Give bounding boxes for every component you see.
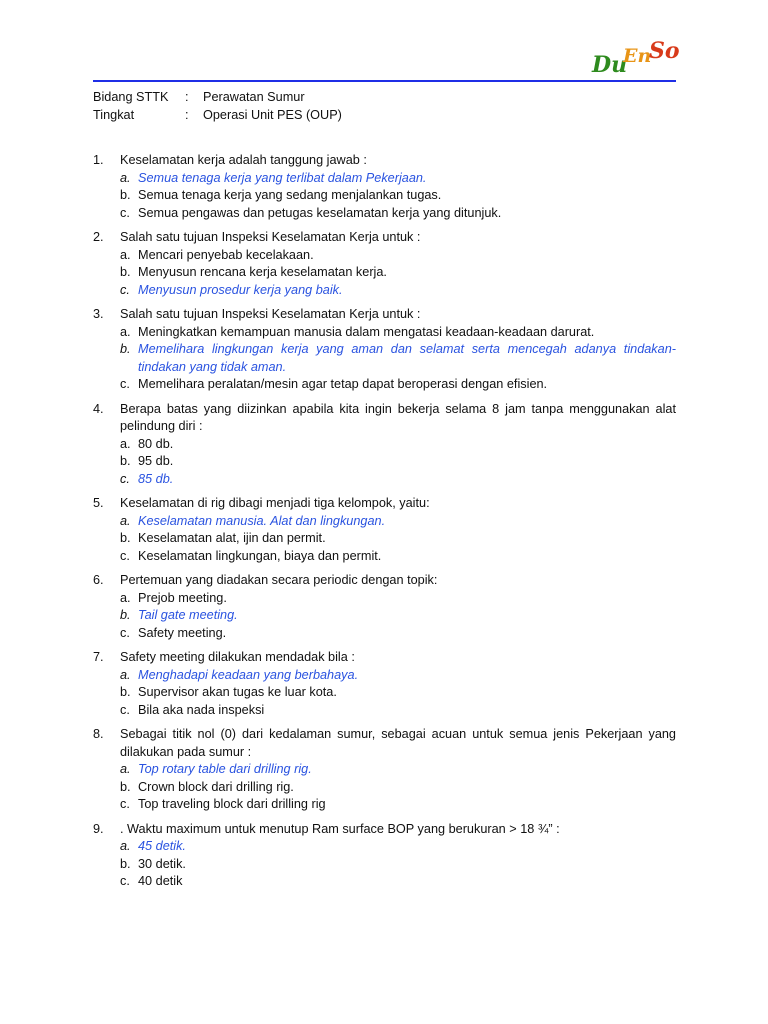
option-text: Semua tenaga kerja yang sedang menjalankan tugas. xyxy=(138,188,442,203)
answer-choice xyxy=(120,873,676,891)
answer-choice xyxy=(120,779,676,797)
option-letter: a. xyxy=(120,170,131,185)
option-letter: b. xyxy=(120,342,131,357)
option-letter: c. xyxy=(120,548,130,563)
option-letter: c. xyxy=(120,874,130,889)
option-letter: c. xyxy=(120,471,130,486)
question-item xyxy=(93,495,676,565)
answer-choice xyxy=(120,684,676,702)
question-number: 1. xyxy=(93,153,104,167)
option-letter: b. xyxy=(120,608,131,623)
option-text: Crown block dari drilling rig. xyxy=(138,779,294,794)
question-item xyxy=(93,726,676,814)
header-label: Tingkat xyxy=(93,108,135,122)
option-letter: b. xyxy=(120,454,131,469)
question-body xyxy=(120,495,676,565)
question-number: 7. xyxy=(93,650,104,664)
option-letter: b. xyxy=(120,685,131,700)
question-number: 3. xyxy=(93,306,104,321)
answer-choice xyxy=(120,436,676,454)
option-letter: a. xyxy=(120,762,131,777)
answer-choice xyxy=(120,205,676,223)
logo-part-du: Du xyxy=(592,52,628,78)
question-body xyxy=(120,572,676,642)
option-text: Mencari penyebab kecelakaan. xyxy=(138,247,314,262)
option-text: Menyusun prosedur kerja yang baik. xyxy=(138,282,343,297)
option-letter: a. xyxy=(120,324,131,339)
answer-option xyxy=(120,170,676,188)
option-text: 40 detik xyxy=(138,874,183,889)
answer-option xyxy=(120,513,676,531)
option-letter: b. xyxy=(120,779,131,794)
question-number: 5. xyxy=(93,496,104,511)
answer-choice xyxy=(120,625,676,643)
question-number: 8. xyxy=(93,726,104,741)
header-value: Perawatan Sumur xyxy=(203,90,305,104)
answer-choice xyxy=(120,264,676,282)
answer-choice xyxy=(120,324,676,342)
option-text: Safety meeting. xyxy=(138,625,227,640)
answer-option xyxy=(120,471,676,489)
question-number: 6. xyxy=(93,573,104,588)
option-letter: b. xyxy=(120,856,131,871)
option-text: Semua tenaga kerja yang terlibat dalam Pekerjaan. xyxy=(138,170,427,185)
option-text: Prejob meeting. xyxy=(138,590,227,605)
answer-choice xyxy=(120,187,676,205)
option-letter: b. xyxy=(120,188,131,203)
option-text: Supervisor akan tugas ke luar kota. xyxy=(138,685,337,700)
question-body xyxy=(120,306,676,394)
answer-choice xyxy=(120,796,676,814)
option-text: Keselamatan alat, ijin dan permit. xyxy=(138,531,326,546)
question-item xyxy=(93,572,676,642)
duenso-logo xyxy=(592,38,680,80)
question-item xyxy=(93,821,676,891)
option-letter: a. xyxy=(120,667,131,682)
question-text: Keselamatan kerja adalah tanggung jawab : xyxy=(120,153,367,167)
question-item xyxy=(93,152,676,222)
option-text: Keselamatan lingkungan, biaya dan permit. xyxy=(138,548,382,563)
question-body xyxy=(120,821,676,891)
option-text: 30 detik. xyxy=(138,856,186,871)
question-body xyxy=(120,726,676,814)
header-label: Bidang STTK xyxy=(93,90,169,104)
question-item xyxy=(93,401,676,489)
option-text: Memelihara peralatan/mesin agar tetap dapat beroperasi dengan efisien. xyxy=(138,377,548,392)
answer-choice xyxy=(120,376,676,394)
logo-part-so: So xyxy=(649,38,680,64)
option-text: Menghadapi keadaan yang berbahaya. xyxy=(138,667,359,682)
option-letter: a. xyxy=(120,247,131,262)
option-text: 80 db. xyxy=(138,436,174,451)
answer-choice xyxy=(120,530,676,548)
question-text: Berapa batas yang diizinkan apabila kita ingin bekerja selama 8 jam tanpa menggunakan alat pelindung diri : xyxy=(120,401,676,434)
option-text: Tail gate meeting. xyxy=(138,608,238,623)
option-text: Semua pengawas dan petugas keselamatan kerja yang ditunjuk. xyxy=(138,205,502,220)
option-text: 85 db. xyxy=(138,471,174,486)
header-row-tingkat xyxy=(93,106,342,124)
question-number: 9. xyxy=(93,821,104,836)
question-text: Salah satu tujuan Inspeksi Keselamatan Kerja untuk : xyxy=(120,229,421,244)
answer-option xyxy=(120,282,676,300)
option-letter: c. xyxy=(120,282,130,297)
option-letter: b. xyxy=(120,531,131,546)
question-text: Sebagai titik nol (0) dari kedalaman sumur, sebagai acuan untuk semua jenis Pekerjaan yang dilakukan pada sumur : xyxy=(120,726,676,759)
option-text: 95 db. xyxy=(138,454,174,469)
header-colon: : xyxy=(185,90,189,104)
option-letter: a. xyxy=(120,436,131,451)
answer-choice xyxy=(120,856,676,874)
answer-choice xyxy=(120,548,676,566)
question-list xyxy=(93,152,676,898)
option-text: Keselamatan manusia. Alat dan lingkungan. xyxy=(138,513,386,528)
answer-option xyxy=(120,667,676,685)
option-text: Meningkatkan kemampuan manusia dalam mengatasi keadaan-keadaan darurat. xyxy=(138,324,595,339)
answer-choice xyxy=(120,702,676,720)
answer-option xyxy=(120,761,676,779)
question-body xyxy=(120,152,676,222)
question-body xyxy=(120,401,676,489)
option-letter: a. xyxy=(120,513,131,528)
option-text: Top rotary table dari drilling rig. xyxy=(138,762,312,777)
option-letter: b. xyxy=(120,265,131,280)
question-text: Pertemuan yang diadakan secara periodic dengan topik: xyxy=(120,573,438,588)
question-text: Safety meeting dilakukan mendadak bila : xyxy=(120,650,355,664)
logo-part-en: En xyxy=(623,45,652,67)
option-text: Memelihara lingkungan kerja yang aman dan selamat serta mencegah adanya tindakan-tindakan yang tidak aman. xyxy=(138,342,676,374)
option-text: Menyusun rencana kerja keselamatan kerja. xyxy=(138,265,387,280)
header-row-bidang xyxy=(93,88,342,106)
answer-choice xyxy=(120,247,676,265)
question-item xyxy=(93,306,676,394)
header-value: Operasi Unit PES (OUP) xyxy=(203,108,342,122)
option-letter: c. xyxy=(120,205,130,220)
header-colon: : xyxy=(185,108,189,122)
question-text: Salah satu tujuan Inspeksi Keselamatan Kerja untuk : xyxy=(120,306,421,321)
header-rule xyxy=(93,80,676,82)
question-body xyxy=(120,229,676,299)
document-header xyxy=(93,88,342,124)
option-letter: c. xyxy=(120,702,130,717)
option-text: 45 detik. xyxy=(138,839,186,854)
question-item xyxy=(93,649,676,719)
option-letter: c. xyxy=(120,625,130,640)
answer-option xyxy=(120,341,676,376)
option-text: Top traveling block dari drilling rig xyxy=(138,797,326,812)
answer-option xyxy=(120,607,676,625)
answer-option xyxy=(120,838,676,856)
question-item xyxy=(93,229,676,299)
question-text: Keselamatan di rig dibagi menjadi tiga kelompok, yaitu: xyxy=(120,496,430,511)
question-number: 4. xyxy=(93,401,104,416)
option-letter: c. xyxy=(120,797,130,812)
question-body xyxy=(120,649,676,719)
question-text: . Waktu maximum untuk menutup Ram surface BOP yang berukuran > 18 ¾” : xyxy=(120,821,560,836)
option-letter: a. xyxy=(120,590,131,605)
question-number: 2. xyxy=(93,229,104,244)
option-text: Bila aka nada inspeksi xyxy=(138,702,265,717)
option-letter: c. xyxy=(120,377,130,392)
answer-choice xyxy=(120,590,676,608)
answer-choice xyxy=(120,453,676,471)
option-letter: a. xyxy=(120,839,131,854)
